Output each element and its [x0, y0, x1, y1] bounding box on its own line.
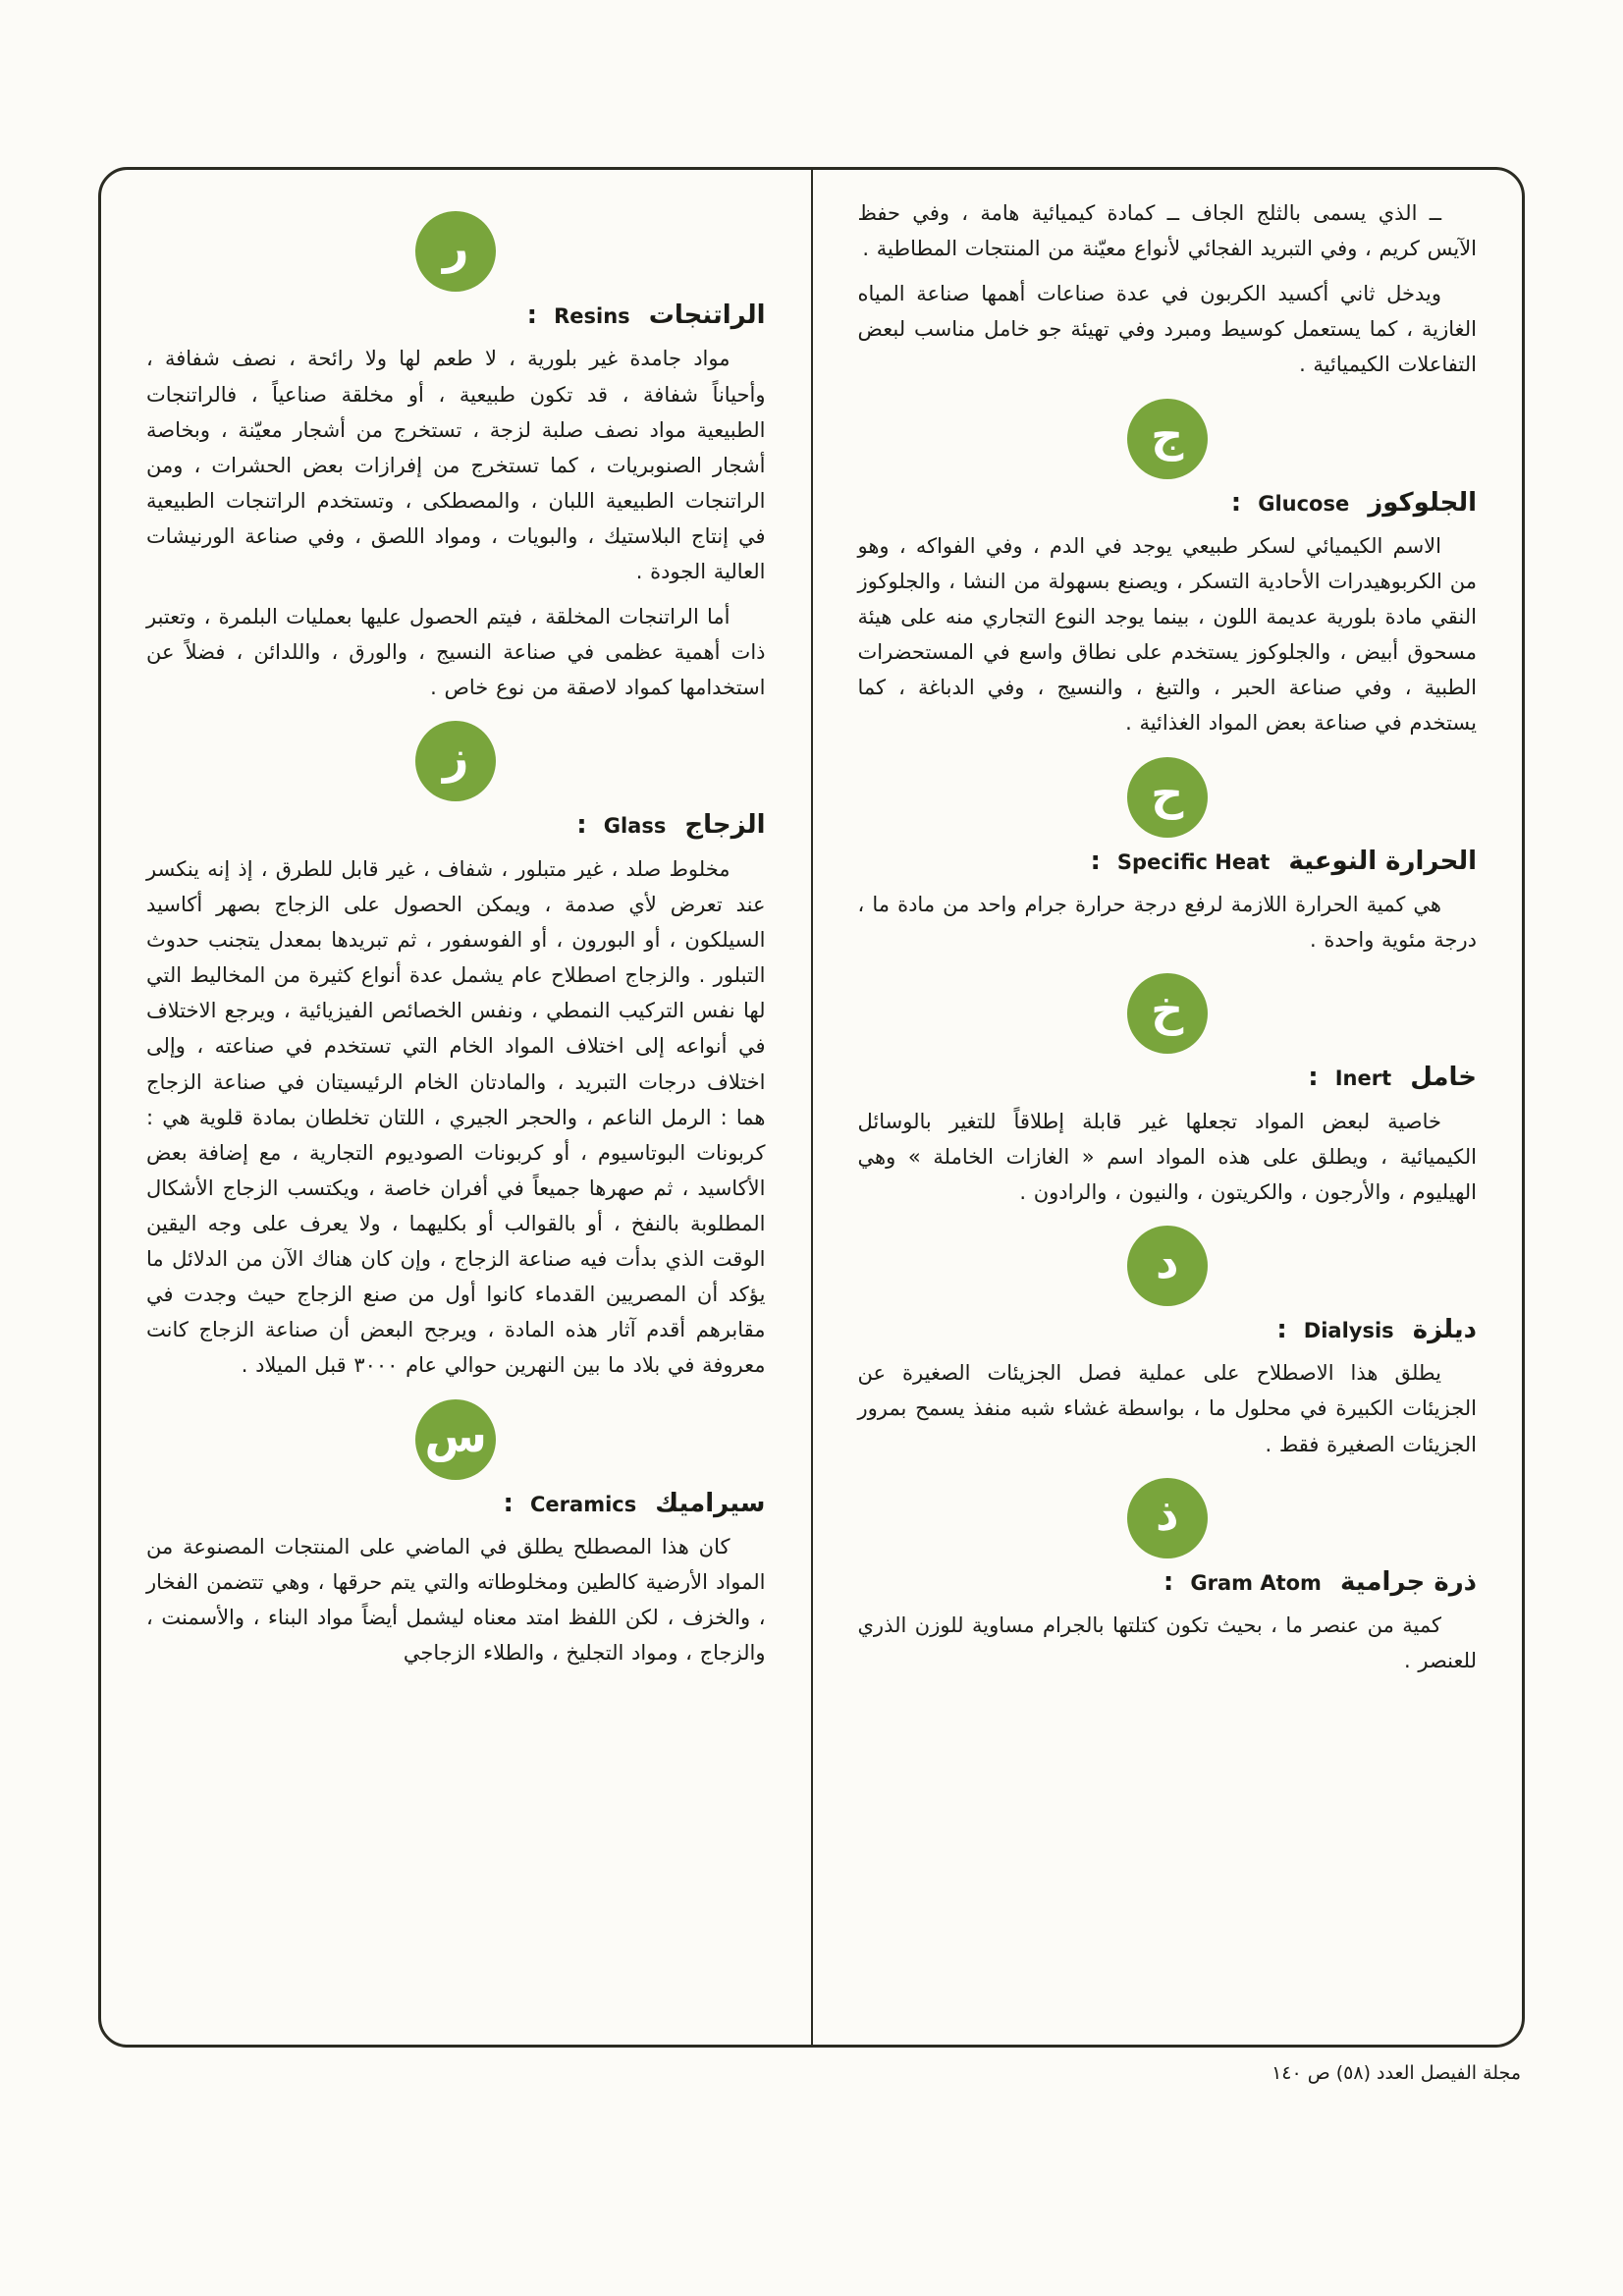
term-arabic: سيراميك	[655, 1488, 766, 1518]
entry-heading	[858, 844, 1478, 879]
entry-paragraph: هي كمية الحرارة اللازمة لرفع درجة حرارة جرام واحد من مادة ما ، درجة مئوية واحدة .	[857, 892, 1477, 953]
entry-heading	[858, 1564, 1478, 1600]
term-arabic: ذرة جرامية	[1339, 1566, 1477, 1597]
term-english: Dialysis	[1303, 1318, 1394, 1342]
page-frame	[98, 167, 1525, 2048]
term-arabic: خامل	[1410, 1063, 1477, 1093]
heading-colon: :	[1163, 1566, 1174, 1597]
arabic-letter-glyph: د	[1155, 1234, 1179, 1288]
section-letter-badge	[415, 721, 496, 801]
section-letter-badge	[415, 1399, 496, 1480]
arabic-letter-glyph: خ	[1151, 983, 1184, 1037]
entry-heading	[858, 485, 1478, 520]
entry-paragraph: أما الراتنجات المخلقة ، فيتم الحصول عليها بعمليات البلمرة ، وتعتبر ذات أهمية عظمى في صناعة النسيج ، والورق ، واللدائن ، فضلاً عن استخدامها كمواد لاصقة من نوع خاص .	[146, 605, 766, 700]
entry-heading	[858, 1312, 1478, 1347]
heading-colon: :	[526, 301, 538, 330]
term-english: Ceramics	[530, 1492, 637, 1516]
entry-section-resins	[146, 211, 766, 705]
section-letter-badge	[1127, 399, 1208, 479]
entry-heading	[858, 1060, 1478, 1095]
entry-paragraph: كمية من عنصر ما ، بحيث تكون كتلتها بالجرام مساوية للوزن الذري للعنصر .	[857, 1613, 1477, 1673]
term-english: Inert	[1334, 1066, 1392, 1091]
section-letter-badge	[1127, 973, 1208, 1054]
column-divider	[811, 170, 813, 2045]
entry-paragraph: الاسم الكيميائي لسكر طبيعي يوجد في الدم ، وفي الفواكه ، وهو من الكربوهيدرات الأحادية التسكر ، ويصنع بسهولة من النشا ، والجلوكوز النقي مادة بلورية عديمة اللون ، بينما يوجد النوع التجاري منه على هيئة مسحوق أبيض ، والجلوكوز يستخدم على نطاق واسع في المستحضرات الطبية ، وفي صناعة الحبر ، والتبغ ، والنسيج ، وفي الدباغة ، كما يستخدم في صناعة بعض المواد الغذائية .	[857, 533, 1477, 736]
section-letter-badge	[1127, 1226, 1208, 1306]
heading-colon: :	[1090, 846, 1101, 876]
entry-section-ceramics	[146, 1399, 766, 1671]
intro-paragraph: ويدخل ثاني أكسيد الكربون في عدة صناعات أهمها صناعة المياه الغازية ، كما يستعمل كوسيط ومبرد وفي تهيئة جو خامل مناسب لبعض التفاعلات الكيميائية .	[857, 282, 1477, 377]
arabic-letter-glyph: ح	[1151, 766, 1184, 820]
term-english: Glucose	[1258, 491, 1350, 516]
entry-heading	[146, 298, 766, 333]
intro-paragraph: ــ الذي يسمى بالثلج الجاف ــ كمادة كيميائية هامة ، وفي حفظ الآيس كريم ، وفي التبريد الفجائي لأنواع معيّنة من المنتجات المطاطية .	[857, 201, 1477, 261]
section-letter-badge	[415, 211, 496, 292]
entry-paragraph: مواد جامدة غير بلورية ، لا طعم لها ولا رائحة ، نصف شفافة ، وأحياناً شفافة ، قد تكون طبيعية ، أو مخلقة صناعياً ، فالراتنجات الطبيعية مواد نصف صلبة لزجة ، تستخرج من أشجار معيّنة ، وبخاصة أشجار الصنوبريات ، كما تستخرج من إفرازات بعض الحشرات ، ومن الراتنجات الطبيعية اللبان ، والمصطكى ، وتستخدم الراتنجات الطبيعية في إنتاج البلاستيك ، والبويات ، ومواد اللصق ، وفي صناعة الورنيشات العالية الجودة .	[146, 347, 766, 584]
term-arabic: ديلزة	[1412, 1314, 1477, 1344]
arabic-letter-glyph: س	[424, 1408, 487, 1462]
entry-section-gram-atom	[858, 1478, 1478, 1679]
arabic-letter-glyph: ز	[443, 731, 469, 785]
heading-colon: :	[1308, 1063, 1319, 1093]
entry-paragraph: يطلق هذا الاصطلاح على عملية فصل الجزيئات الصغيرة عن الجزيئات الكبيرة في محلول ما ، بواسطة غشاء شبه منفذ يسمح بمرور الجزيئات الصغيرة فقط .	[857, 1361, 1477, 1456]
arabic-letter-glyph: ذ	[1155, 1487, 1179, 1541]
section-letter-badge	[1127, 1478, 1208, 1558]
entry-paragraph: خاصية لبعض المواد تجعلها غير قابلة إطلاقاً للتغير بالوسائل الكيميائية ، ويطلق على هذه المواد اسم « الغازات الخاملة » وهي الهيليوم ، والأرجون ، والكريتون ، والنيون ، والرادون .	[857, 1109, 1477, 1204]
term-arabic: الحرارة النوعية	[1288, 846, 1477, 876]
heading-colon: :	[1276, 1314, 1287, 1344]
entry-section-dialysis	[858, 1226, 1478, 1462]
term-english: Gram Atom	[1190, 1570, 1322, 1595]
entry-section-specific-heat	[858, 757, 1478, 958]
entry-paragraph: كان هذا المصطلح يطلق في الماضي على المنتجات المصنوعة من المواد الأرضية كالطين ومخلوطاته والتي يتم حرقها ، وهي تتضمن الفخار ، والخزف ، لكن اللفظ امتد معناه ليشمل أيضاً مواد البناء ، والأسمنت ، والزجاج ، ومواد التجليخ ، والطلاء الزجاجي	[146, 1534, 766, 1666]
entry-section-glass	[146, 721, 766, 1383]
entry-heading	[146, 807, 766, 843]
column-left	[101, 170, 811, 2045]
section-letter-badge	[1127, 757, 1208, 838]
heading-colon: :	[503, 1488, 514, 1518]
term-english: Glass	[603, 814, 667, 839]
arabic-letter-glyph: ر	[443, 221, 469, 274]
page-footer: مجلة الفيصل العدد (٥٨) ص ١٤٠	[1271, 2062, 1521, 2084]
term-arabic: الجلوكوز	[1368, 487, 1477, 518]
heading-colon: :	[576, 810, 587, 841]
term-arabic: الراتنجات	[648, 301, 766, 330]
entry-section-glucose	[858, 399, 1478, 741]
heading-colon: :	[1230, 487, 1242, 518]
column-right	[813, 170, 1523, 2045]
term-arabic: الزجاج	[684, 810, 766, 841]
term-english: Resins	[554, 304, 630, 328]
entry-heading	[146, 1486, 766, 1521]
term-english: Specific Heat	[1116, 849, 1271, 874]
arabic-letter-glyph: ج	[1151, 408, 1184, 462]
entry-section-inert	[858, 973, 1478, 1210]
entry-paragraph: مخلوط صلد ، غير متبلور ، شفاف ، غير قابل للطرق ، إذ إنه ينكسر عند تعرض لأي صدمة ، ويمكن الحصول على الزجاج بصهر أكاسيد السيلكون ، أو البورون ، أو الفوسفور ، ثم تبريدها بمعدل يتجنب حدوث التبلور . والزجاج اصطلاح عام يشمل عدة أنواع كثيرة من المخاليط التي لها نفس التركيب النمطي ، ونفس الخصائص الفيزيائية ، ويرجع الاختلاف في أنواعه إلى اختلاف المواد الخام التي تستخدم في صناعته ، وإلى اختلاف درجات التبريد ، والمادتان الخام الرئيسيتان في صناعة الزجاج هما : الرمل الناعم ، والحجر الجيري ، اللتان تخلطان بمادة قلوية هي : كربونات البوتاسيوم ، أو كربونات الصوديوم التجارية ، مع إضافة بعض الأكاسيد ، ثم صهرها جميعاً في أفران خاصة ، ويكتسب الزجاج الأشكال المطلوبة بالنفخ ، أو بالقوالب أو بكليهما ، ولا يعرف على وجه اليقين الوقت الذي بدأت فيه صناعة الزجاج ، وإن كان هناك الآن من الدلائل ما يؤكد أن المصريين القدماء كانوا أول من صنع الزجاج حيث وجدت في مقابرهم أقدم آثار هذه المادة ، ويرجح البعض أن صناعة الزجاج كانت معروفة في بلاد ما بين النهرين حوالي عام ٣٠٠٠ قبل الميلاد .	[146, 856, 766, 1378]
